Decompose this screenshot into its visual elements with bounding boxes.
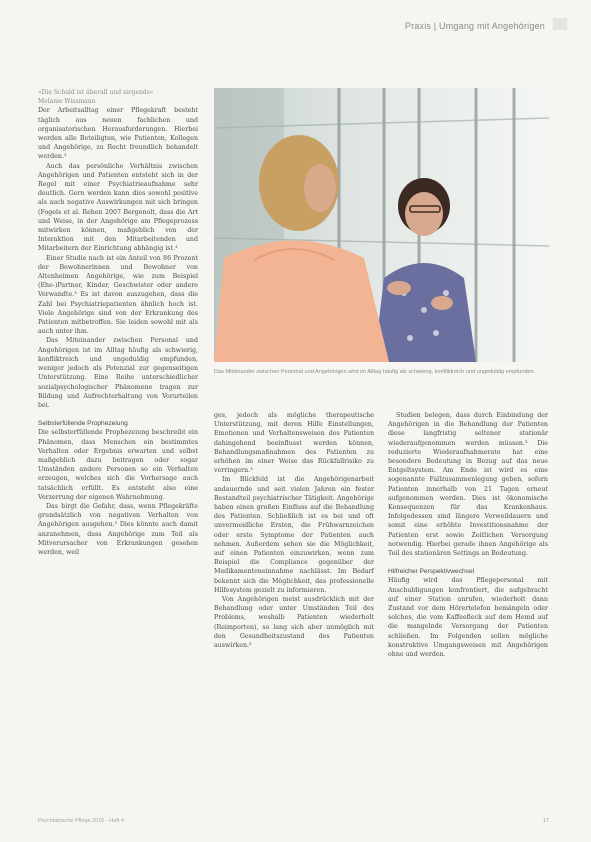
paragraph: Das Miteinander zwischen Personal und Angehörigen ist im Alltag häufig als schwierig, konfliktreich und ungeduldig empfunden, weniger jedoch als Potenzial zur gegenseitigen Unterstützung. Eine Reihe unterschiedlicher sozialpsychologischer Phänomene tragen zur Bildung und Aufrechterhaltung von Vorurteilen bei. xyxy=(38,337,198,409)
footer-publication: Psychiatrische Pflege 2015 · Heft 4 xyxy=(38,818,124,824)
paragraph: Von Angehörigen meist ausdrücklich mit der Behandlung oder unter Umständen Teil des Problems, weshalb Patienten wiederholt (Reimporten), so lang sich aber unmöglich mit den Gesundheitszustand des Patienten auswirken.³ xyxy=(214,596,374,650)
section-subheading: Selbsterfüllende Prophezeiung xyxy=(38,420,128,428)
text-column-2 xyxy=(214,411,374,650)
paragraph: Der Arbeitsalltag einer Pflegekraft besteht täglich aus neuen fachlichen und organisatorischen Herausforderungen. Hierbei werden alle Beteiligten, wie Patienten, Kollegen und Angehörige, zu Recht freundlich behandelt werden.³ xyxy=(38,107,198,161)
page-number: 17 xyxy=(542,818,549,824)
section-subheading: Hilfreicher Perspektivwechsel xyxy=(388,568,475,576)
epigraph-line-1: »Die Schuld ist überall und nirgends« xyxy=(38,89,154,96)
photo-illustration xyxy=(214,88,549,362)
photo-caption: Das Miteinander zwischen Personal und Angehörigen wird im Alltag häufig als schwierig, konfliktreich und ungeduldig empfunden. xyxy=(214,369,536,375)
article-photo xyxy=(214,88,549,362)
paragraph: Häufig wird das Pflegepersonal mit Anschuldigungen konfrontiert, die aufgebracht auf einer Station anrufen, wiederholt dann Zustand vor dem Hörertelefon bemängeln oder solches, die vom Kaffeefleck auf dem Hemd auf die mangelnde Versorgung der Patienten schließen. Im Folgenden sollen mögliche konstruktive Umgangsweisen mit Angehörigen ohne und werden. xyxy=(388,577,548,659)
epigraph-line-2: Melanie Wissmann xyxy=(38,98,96,106)
text-column-3 xyxy=(388,411,548,659)
running-header: Praxis | Umgang mit Angehörigen xyxy=(404,21,545,31)
paragraph: Die selbsterfüllende Prophezeiung beschreibt ein Phänomen, dass Menschen ein bestimmtes Verhalten oder Ergebnis erwarten und selbst maßgeblich dazu beitragen oder sogar Umständen andere Personen so ein Verhalten erzeugen, welches sich die Vorhersage auch tatsächlich erfüllt. Es entsteht also eine Verzerrung der eigenen Wahrnehmung. xyxy=(38,429,198,501)
paragraph: Auch das persönliche Verhältnis zwischen Angehörigen und Patienten entsteht sich in der Regel mit einer Psychiatrieaufnahme sehr deutlich. Gern werden kann dies sowohl positive als auch negative Auswirkungen mit sich bringen (Fogels et al. Rehen 2007 Bergenolt, dass die Art und Weise, in der Angehörige am Pflegeprozess mitwirken können, maßgeblich von der Interaktion mit den Mitarbeitenden und Mitarbeitern der Einrichtung abhängig ist.³ xyxy=(38,162,198,253)
header-tab-marker xyxy=(553,18,567,30)
paragraph: Studien belegen, dass durch Einbindung der Angehörigen in die Behandlung der Patienten diese langfristig seltener stationär wiederaufgenommen werden müssen.³ Die reduzierte Wiederaufnahmerate hat eine besondere Bedeutung in Bezug auf das neue Entgeltsystem. Am Ende ist wird es eine sogenannte Fallzusammenlegung geben, sofern Patienten innerhalb von 21 Tagen erneut aufgenommen werden. Dies ist ökonomische Konsequenzen für das Krankenhaus. Infolgedessen sind längere Verweildauern und somit eine erhöhte Investitionsnahme der Patienten erst sowie Zeitlichen Versorgung notwendig. Hierbei gerade ihnen Angehörige als Teil des stationären Settings an Bedeutung. xyxy=(388,412,548,558)
text-column-1 xyxy=(38,88,198,557)
paragraph: Im Blickfeld ist die Angehörigenarbeit andauernde und seit vielen Jahren ein fester Bestandteil psychiatrischer Tätigkeit. Angehörige haben einen großen Einfluss auf die Behandlung des Patienten. Schließlich ist es bei und oft unvermeidliche Ersten, die Frühwarnzeichen oder erste Symptome der Patienten auch nehmen. Außerdem sehen sie die Möglichkeit, auf einen Patienten einzuwirken, wenn zum Beispiel die Compliance gegenüber der Medikamenteneinnahme nachlässt. Im Bedarf bekennt sich die Möglichkeit, das professionelle Hilfesystem gezielt zu informieren. xyxy=(214,476,374,594)
paragraph: Das birgt die Gefahr, dass, wenn Pflegekräfte grundsätzlich von negativen Verhalten von Angehörigen ausgehen.³ Dies könnte auch damit anzunehmen, dass Angehörige zum Teil als Mitverursacher von Erkrankungen gesehen werden, weil xyxy=(38,502,198,556)
paragraph: Einer Studie nach ist ein Anteil von 86 Prozent der Bewohnerinnen und Bewohner von Altenheimen Angehörige, wie zum Beispiel (Ehe-)Partner, Kinder, Geschwister oder andere Verwandte.³ Es ist davon auszugehen, dass die Zahl bei Psychiatriepatienten ähnlich hoch ist. Viele Angehörige sind von der Erkrankung des Patienten mitbetroffen. Sie leiden sowohl mit als auch unter ihm. xyxy=(38,254,198,336)
paragraph: ges, jedoch als mögliche therapeutische Unterstützung, mit deren Hilfe Einstellungen, Emotionen und Verhaltensweisen des Patienten dahingehend beeinflusst werden können, Behandlungsmaßnahmen des Patienten zu erhöhen im einer Weise das Rückfallrisiko zu verringern.³ xyxy=(214,412,374,475)
